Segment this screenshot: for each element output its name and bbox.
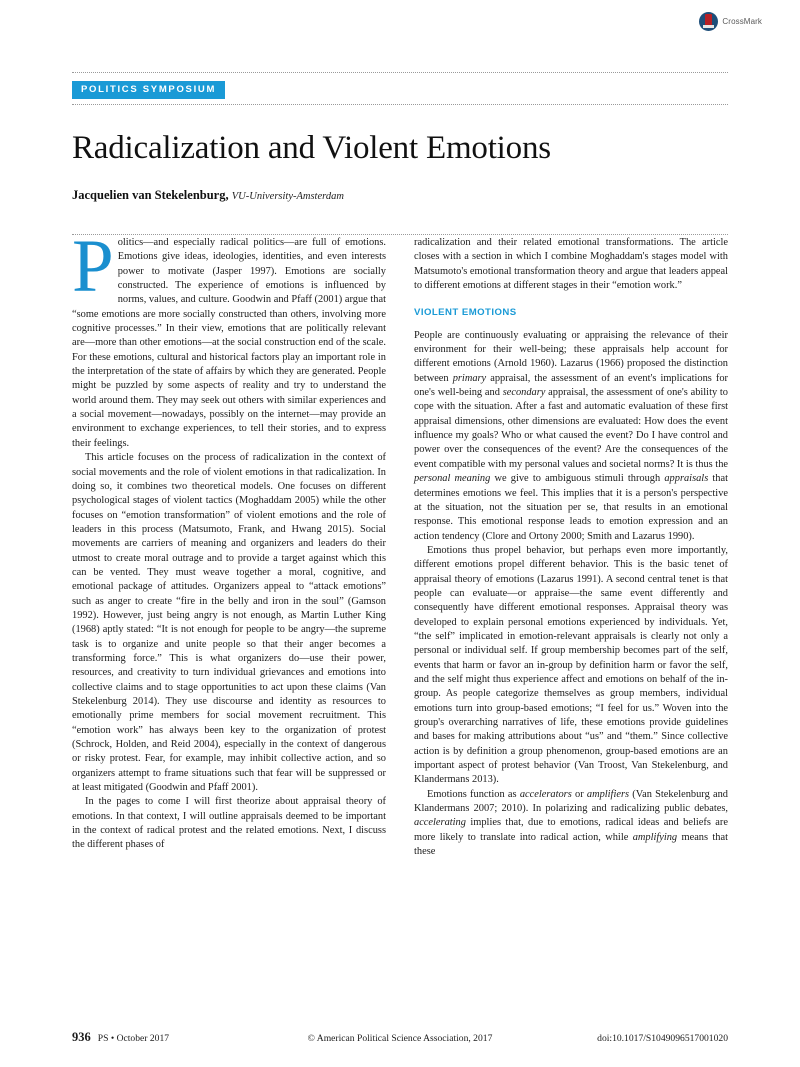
text-run: or — [571, 788, 587, 800]
page-number: 936 — [72, 1030, 91, 1044]
crossmark-badge[interactable] — [699, 12, 762, 31]
page-title: Radicalization and Violent Emotions — [72, 130, 551, 166]
text-run: that determines emotions we feel. This implies that it is a person's perspective at the situation, not the situation per se, that results in an emotional response. This emotional response leads to emotion expression and an action tendency (Clore and Ortony 2000; Smith and Lazarus 1990). — [414, 473, 728, 542]
drop-cap: P — [72, 225, 114, 308]
header-bottom-rule — [72, 234, 728, 235]
text-run-italic: amplifiers — [586, 788, 630, 800]
text-run-italic: secondary — [502, 387, 546, 399]
text-run: Emotions function as — [427, 788, 520, 800]
paragraph: This article focuses on the process of radicalization in the context of social movements and the role of violent emotions in that radicalization. In doing so, it combines two theoretical models. One focuses on different psychological stages of violent tactics (Moghaddam 2005) while the other focuses on “emotion transformation” of violent emotions and the role of leaders in this process (Matsumoto, Frank, and Hwang 2015). Social movements are carriers of meaning and organizers and leaders do their utmost to create moral outrage and to provide a target against which this can be vented. They must weave together a moral, cognitive, and emotional package of attitudes. Organizers appeal to “attack emotions” such as anger to create “fire in the belly and iron in the soul” (Gamson 1992). However, just being angry is not enough, as Martin Luther King (1968) aptly stated: “It is not enough for people to be angry—the supreme task is to organize and unite people so that their anger becomes a transforming force.” This is what organizers do—use their power, resources, and creativity to turn individual grievances and emotions into collective claims and to stage opportunities to act upon these claims (Van Stekelenburg 2014). They use discourse and identity as resources to emotionally prime members for social movement recruitment. This “emotion work” has always been key to the organization of protest (Schrock, Holden, and Reid 2004), especially in the context of dangerous or risky protest. Fear, for example, may inhibit collective action, and so organizers attempt to frame situations such that fear will be suppressed or at least mitigated (Goodwin and Pfaff 2001). — [72, 452, 386, 794]
text-run-italic: accelerating — [414, 817, 466, 829]
text-run: we give to ambiguous stimuli through — [490, 473, 665, 485]
journal-issue-label: PS • October 2017 — [97, 1033, 170, 1044]
author-name: Jacquelien van Stekelenburg, — [72, 188, 229, 202]
header-mid-rule — [72, 104, 728, 105]
doi-label: doi:10.1017/S1049096517001020 — [597, 1033, 728, 1044]
text-run: implies that, due to emotions, radical ideas and beliefs are more likely to translate into radical action, while — [414, 817, 728, 843]
author-affiliation: VU-University-Amsterdam — [231, 191, 344, 202]
copyright-notice: © American Political Science Association, 2017 — [307, 1033, 493, 1044]
paragraph: Emotions thus propel behavior, but perhaps even more importantly, different emotions propel different behavior. This is the basic tenet of appraisal theory of emotions (Lazarus 1991). A second central tenet is that people can evaluate—or appraise—the same event differently and consequently have different emotional responses. Appraisal theory was developed to explain personal emotions experienced by individuals. Yet, “the self” implicated in emotion-relevant appraisals is clearly not only a personal or individual self. If group membership becomes part of the self, events that harm or favor an in-group by definition harm or favor the self, and the self might thus experience affect and emotions on behalf of the in-group. As people categorize themselves as group members, individual emotions turn into group-based emotions; “I feel for us.” Woven into the group's overarching narratives of life, these emotions provide guidelines and bases for making attributions about “us” and “them.” Since collective action is by definition a group phenomenon, group-based emotions are an important aspect of protest behavior (Van Troost, Van Stekelenburg, and Klandermans 2013). — [414, 544, 728, 786]
text-run-italic: personal meaning — [414, 473, 491, 485]
paragraph — [414, 788, 728, 860]
byline — [72, 188, 728, 204]
text-run-italic: primary — [452, 372, 487, 384]
text-run: means that these — [414, 831, 728, 858]
crossmark-logo-icon — [699, 12, 718, 31]
text-run-italic: appraisals — [664, 473, 709, 485]
paragraph: In the pages to come I will first theorize about appraisal theory of emotions. In that context, I will outline appraisals deemed to be important in the context of radical protest and the related emotions. Next, I discuss the different phases of — [72, 796, 386, 851]
article-body — [72, 225, 729, 1016]
text-run: appraisal, the assessment of an event's implications for one's well-being and — [414, 372, 728, 399]
crossmark-label: CrossMark — [722, 17, 762, 26]
paragraph-opening — [72, 225, 386, 451]
text-run: (Van Stekelenburg and Klandermans 2007; 2010). In polarizing and radicalizing public debates, — [414, 788, 728, 815]
text-run: People are continuously evaluating or appraising the relevance of their environment for their well-being; these appraisals help account for different emotions (Arnold 1960). Lazarus (1966) proposed the distinction between — [414, 329, 728, 384]
paragraph-continuation: radicalization and their related emotional transformations. The article closes with a section in which I combine Moghaddam's stages model with Matsumoto's emotional transformation theory and argue that leaders appeal to different emotions at different stages in their “emotion work.” — [414, 237, 728, 292]
text-run-italic: accelerators — [519, 788, 572, 800]
text-run: appraisal, the assessment of one's ability to cope with the situation. After a fast and automatic evaluation of these first appraisal dimensions, other dimensions are evaluated: How does the event influence my goals? Who or what caused the event? Do I have control and power over the consequences of the event? Are the consequences of the event compatible with my personal values and societal norms? It is thus the — [414, 387, 729, 470]
right-column — [414, 236, 728, 1016]
footer-left — [72, 1030, 282, 1045]
kicker-row — [72, 73, 728, 104]
paragraph-opening-text: olitics—and especially radical politics—are full of emotions. Emotions give ideas, ideologies, identities, and even interests power to motivate (Jasper 1997). Emotions are socially constructed. The experience of emotions is influenced by norms, values, and culture. Goodwin and Pfaff (2001) argue that “some emotions are more socially constructed than others, involving more cognitive processes.” In their view, emotions that are politically relevant are—more than other emotions—at the social construction end of the scale. For these emotions, cultural and historical factors play an important role in the interpretation of the state of affairs by which they are generated. People might be puzzled by some aspects of reality and try to understand the world around them. They may seek out others with similar experiences and a social movement—nowadays, possibly on the internet—may provide an environment to exchange experiences, to tell their stories, and to express their feelings. — [72, 237, 386, 449]
paragraph — [414, 329, 728, 544]
text-run-italic: amplifying — [632, 831, 678, 843]
section-kicker-badge: POLITICS SYMPOSIUM — [72, 81, 225, 99]
section-heading-violent-emotions: VIOLENT EMOTIONS — [414, 307, 517, 319]
left-column — [72, 225, 386, 1016]
article-header — [72, 72, 728, 235]
page-footer — [72, 1030, 728, 1045]
